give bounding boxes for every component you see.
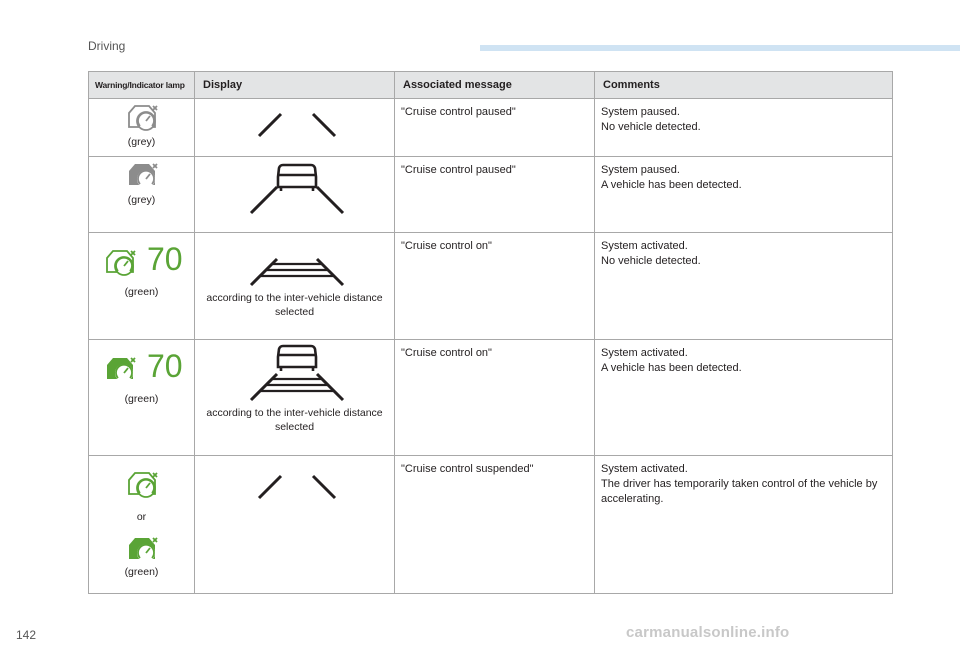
lamp-cell — [89, 157, 195, 233]
display-cell — [195, 233, 395, 340]
lamp-caption: (green) — [124, 566, 159, 578]
comment-cell — [595, 99, 893, 157]
lane-lines-distance-icon — [195, 233, 395, 291]
lamp-or-label: or — [136, 511, 147, 523]
table-header-row — [89, 72, 893, 99]
comment-line: A vehicle has been detected. — [601, 362, 742, 374]
display-cell — [195, 157, 395, 233]
cruise-control-grey-filled-icon — [89, 157, 195, 193]
lamp-caption: (green) — [124, 286, 159, 298]
message-cell: "Cruise control on" — [395, 340, 595, 456]
cruise-control-green-filled-icon — [89, 535, 195, 565]
comment-line: System paused. — [601, 164, 680, 176]
comment-line: A vehicle has been detected. — [601, 179, 742, 191]
section-title-bar — [480, 45, 960, 51]
comment-line: System paused. — [601, 106, 680, 118]
watermark: carmanualsonline.info — [626, 624, 790, 641]
comment-cell — [595, 340, 893, 456]
comment-line: System activated. — [601, 347, 688, 359]
vehicle-icon — [278, 165, 316, 191]
display-caption: according to the inter-vehicle distance selected — [206, 407, 383, 433]
display-cell — [195, 340, 395, 456]
comment-line: No vehicle detected. — [601, 255, 701, 267]
table-row — [89, 340, 893, 456]
comment-line: System activated. — [601, 240, 688, 252]
page-number: 142 — [16, 628, 37, 642]
comment-cell — [595, 456, 893, 594]
cruise-control-green-filled-icon — [101, 354, 137, 384]
lamp-cell — [89, 99, 195, 157]
lane-lines-icon — [195, 99, 395, 139]
table-row — [89, 157, 893, 233]
lamp-caption: (grey) — [127, 136, 156, 148]
lane-lines-distance-vehicle-icon — [195, 340, 395, 406]
lamp-cell — [89, 233, 195, 340]
header-message: Associated message — [395, 72, 595, 99]
comment-line: The driver has temporarily taken control of the vehicle by accelerating. — [601, 478, 878, 505]
table-row — [89, 233, 893, 340]
set-speed-value: 70 — [147, 348, 183, 384]
lamp-cell — [89, 456, 195, 594]
set-speed-value: 70 — [147, 241, 183, 277]
lane-lines-icon — [195, 456, 395, 502]
table-row — [89, 99, 893, 157]
message-cell: "Cruise control on" — [395, 233, 595, 340]
lane-lines-vehicle-icon — [195, 157, 395, 217]
header-comments: Comments — [595, 72, 893, 99]
message-cell: "Cruise control paused" — [395, 157, 595, 233]
lamp-cell — [89, 340, 195, 456]
comment-cell — [595, 157, 893, 233]
table-row — [89, 456, 893, 594]
display-cell — [195, 99, 395, 157]
header-lamp: Warning/Indicator lamp — [89, 72, 195, 99]
comment-line: No vehicle detected. — [601, 121, 701, 133]
header-display: Display — [195, 72, 395, 99]
message-cell: "Cruise control paused" — [395, 99, 595, 157]
lamp-caption: (grey) — [127, 194, 156, 206]
cruise-control-green-outline-icon — [89, 468, 195, 504]
comment-line: System activated. — [601, 463, 688, 475]
comment-cell — [595, 233, 893, 340]
lamp-caption: (green) — [124, 393, 159, 405]
cruise-control-green-outline-icon — [101, 247, 137, 277]
display-caption: according to the inter-vehicle distance selected — [206, 292, 383, 318]
vehicle-icon — [278, 346, 316, 371]
indicator-table — [88, 71, 893, 594]
display-cell — [195, 456, 395, 594]
cruise-control-grey-outline-icon — [89, 99, 195, 135]
message-cell: "Cruise control suspended" — [395, 456, 595, 594]
section-title: Driving — [88, 39, 126, 53]
